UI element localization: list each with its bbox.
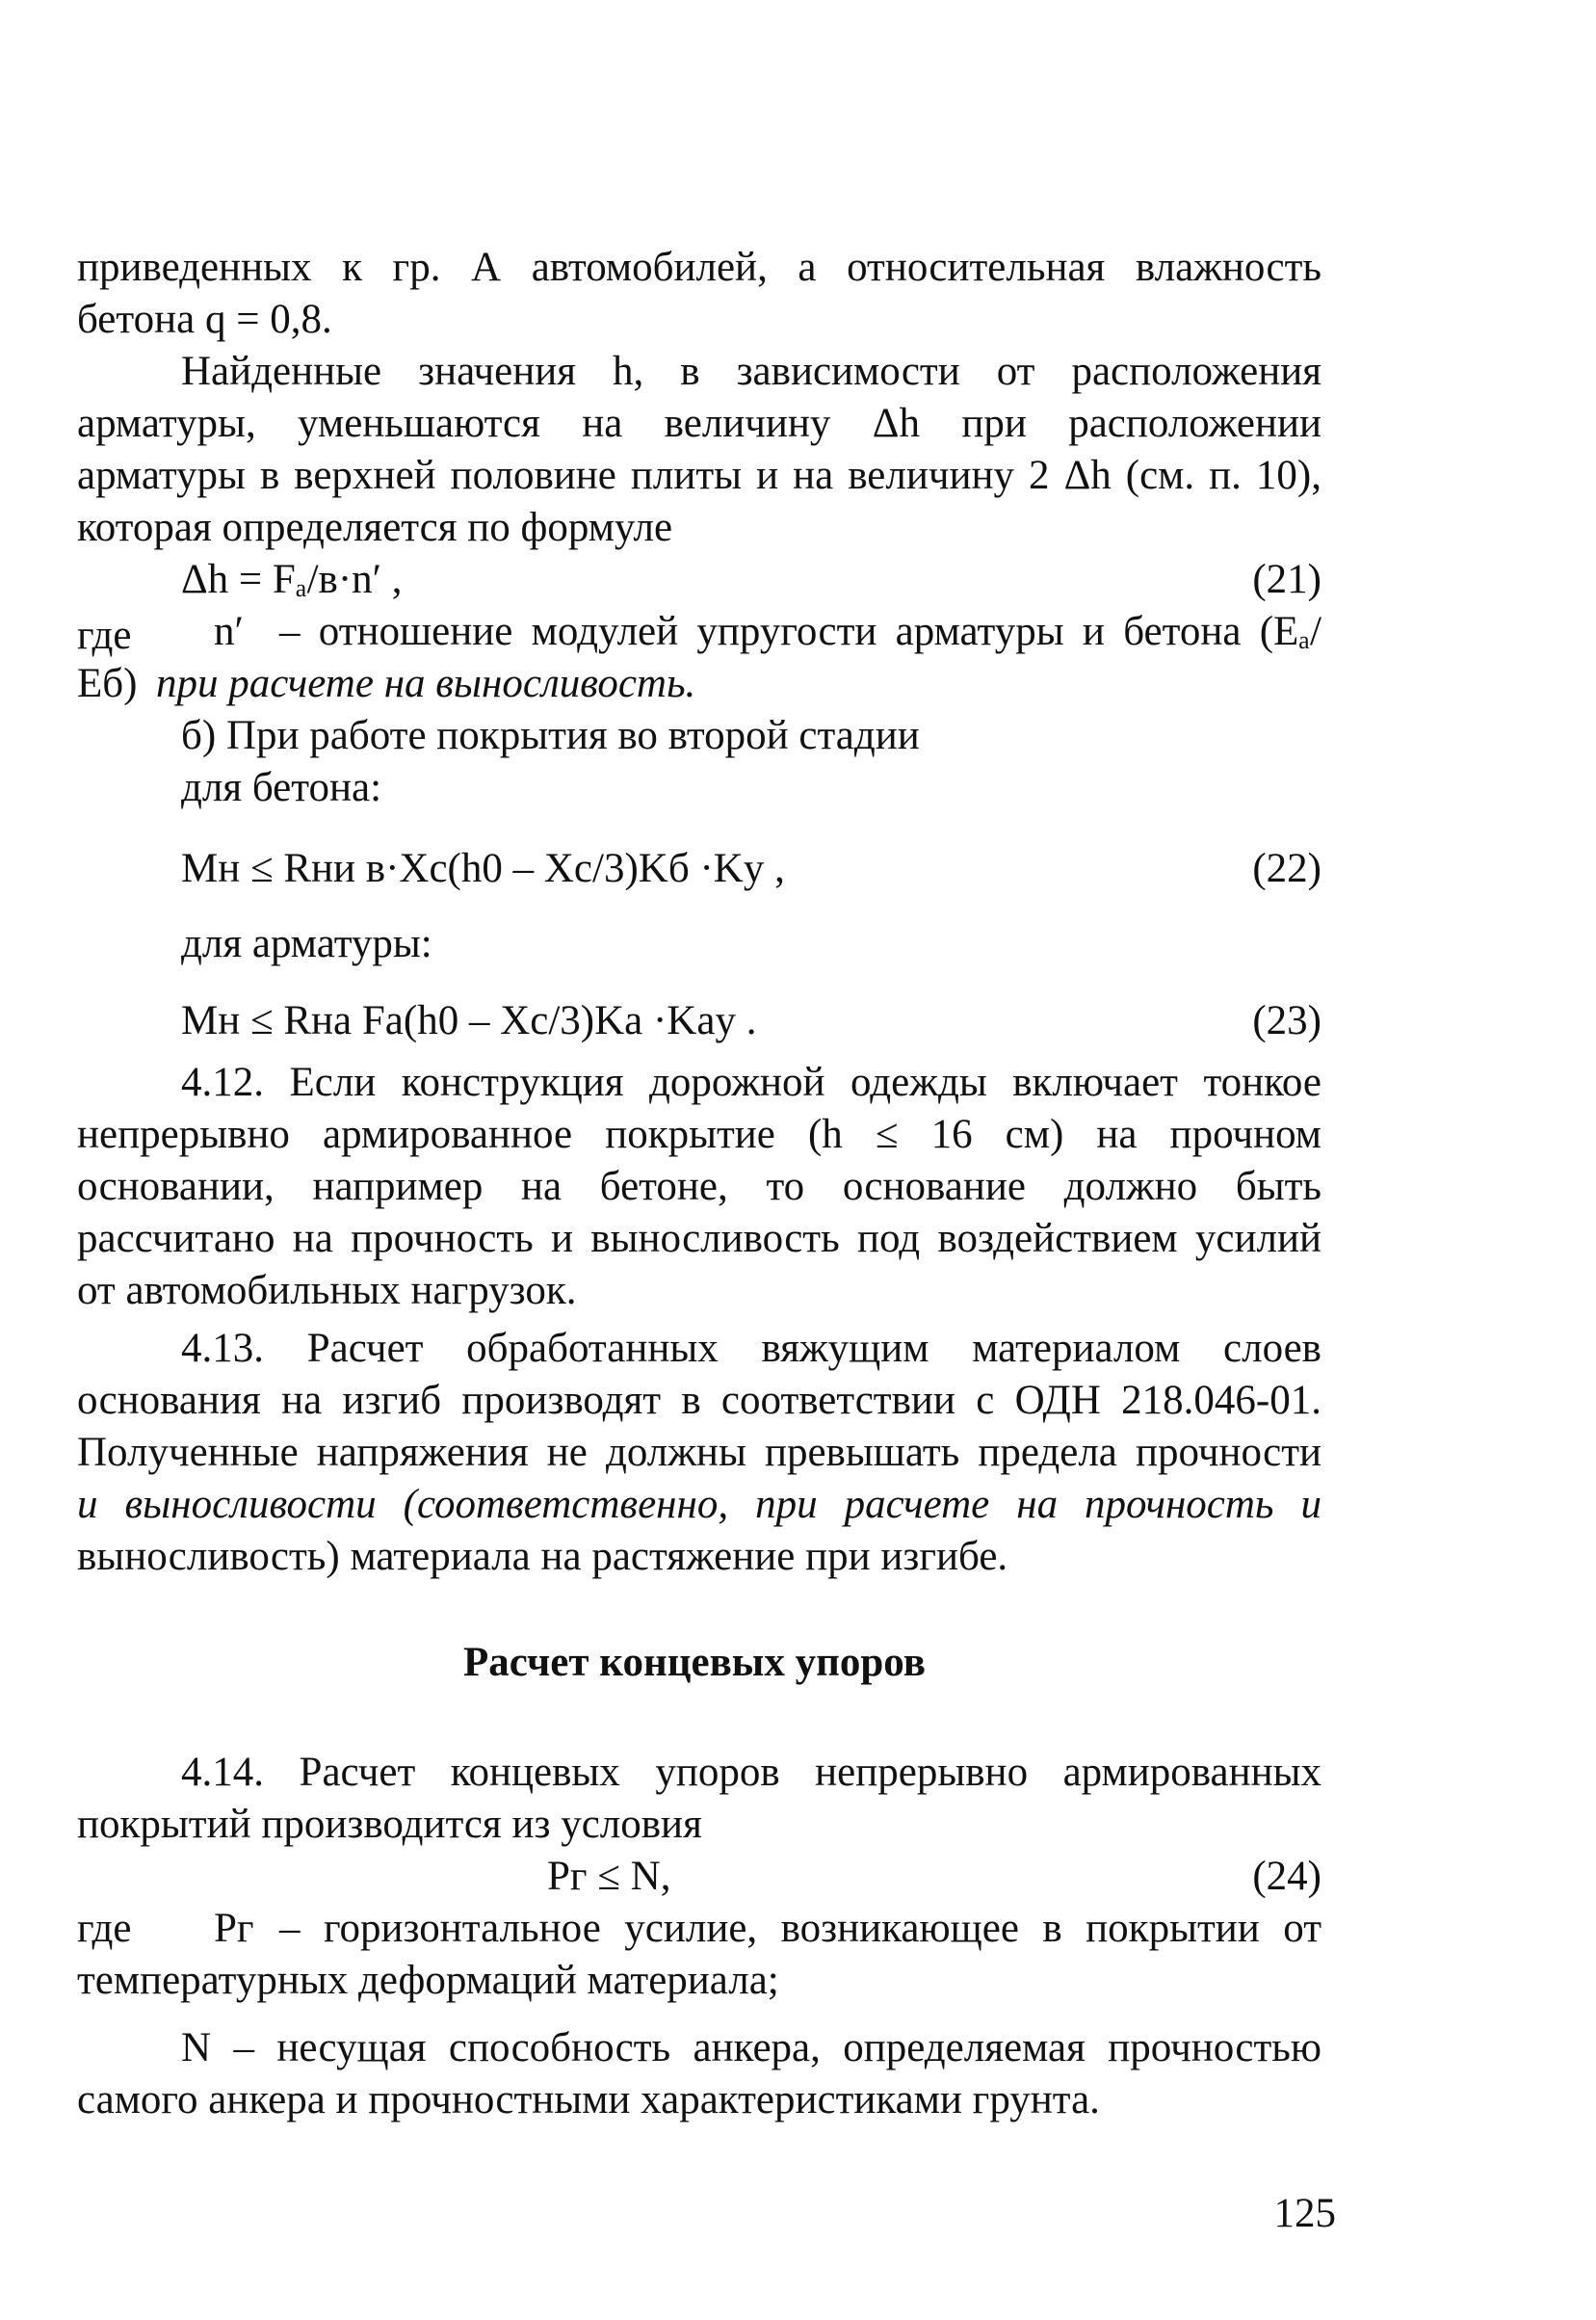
page-number: 125 xyxy=(1273,2191,1336,2236)
text-line: 4.14. Расчет концевых упоров непрерывно армированных xyxy=(181,1750,1321,1795)
text-line: выносливость) материала на растяжение при изгибе. xyxy=(77,1534,1008,1579)
symbol-n: n′ xyxy=(214,609,244,654)
text-line: для бетона: xyxy=(181,765,382,810)
formula-22: Mн ≤ Rни в·Xc(h0 – Xc/3)Kб ·Ky , xyxy=(181,846,785,891)
section-heading: Расчет концевых упоров xyxy=(463,1640,926,1685)
text-line: бетона q = 0,8. xyxy=(77,297,332,342)
text-line: Полученные напряжения не должны превышать предела прочности xyxy=(77,1430,1321,1475)
text-line: температурных деформаций материала; xyxy=(77,1958,779,2003)
text-line: 4.13. Расчет обработанных вяжущим материалом слоев xyxy=(181,1326,1321,1371)
text-line: которая определяется по формуле xyxy=(77,505,673,550)
text-line-italic: при расчете на выносливость. xyxy=(156,661,696,706)
text-line: основания на изгиб производят в соответствии с ОДН 218.046-01. xyxy=(77,1378,1321,1423)
text-line: непрерывно армированное покрытие (h ≤ 16 см) на прочном xyxy=(77,1112,1321,1157)
text-line: покрытий производится из условия xyxy=(77,1802,702,1847)
text-line: от автомобильных нагрузок. xyxy=(77,1268,577,1313)
formula-number: (24) xyxy=(1252,1854,1321,1899)
text-line: самого анкера и прочностными характеристиками грунта. xyxy=(77,2077,1100,2122)
text-line: рассчитано на прочность и выносливость под воздействием усилий xyxy=(77,1216,1321,1261)
symbol-pg: Pг xyxy=(214,1906,254,1951)
text-line: б) При работе покрытия во второй стадии xyxy=(181,713,920,758)
text-line: арматуры в верхней половине плиты и на величину 2 Δh (см. п. 10), xyxy=(77,453,1321,498)
formula-23: Mн ≤ Rна Fа(h0 – Xc/3)Ka ·Kаy . xyxy=(181,998,757,1043)
formula-21: Δh = Fₐ/в·n′ , xyxy=(181,557,403,602)
text-line: приведенных к гр. А автомобилей, а относительная влажность xyxy=(77,245,1321,290)
formula-number: (21) xyxy=(1252,557,1321,602)
formula-24: Pг ≤ N, xyxy=(547,1854,671,1899)
where-label: где xyxy=(77,613,132,658)
text-line: и выносливости (соответственно, при расчете на прочность и xyxy=(77,1482,1321,1527)
text-line: – горизонтальное усилие, возникающее в покрытии от xyxy=(279,1906,1321,1951)
symbol-eb: Eб) xyxy=(77,661,138,706)
text-line: Найденные значения h, в зависимости от расположения xyxy=(181,349,1321,394)
text-line: основании, например на бетоне, то основание должно быть xyxy=(77,1164,1321,1209)
formula-number: (23) xyxy=(1252,998,1321,1043)
text-line: для арматуры: xyxy=(181,921,432,966)
where-label: где xyxy=(77,1906,132,1951)
formula-number: (22) xyxy=(1252,846,1321,891)
text-line: – отношение модулей упругости арматуры и бетона (Eₐ/ xyxy=(279,609,1321,654)
text-line: N – несущая способность анкера, определяемая прочностью xyxy=(181,2025,1321,2070)
text-line: 4.12. Если конструкция дорожной одежды включает тонкое xyxy=(181,1060,1321,1105)
text-line: арматуры, уменьшаются на величину Δh при расположении xyxy=(77,401,1321,446)
